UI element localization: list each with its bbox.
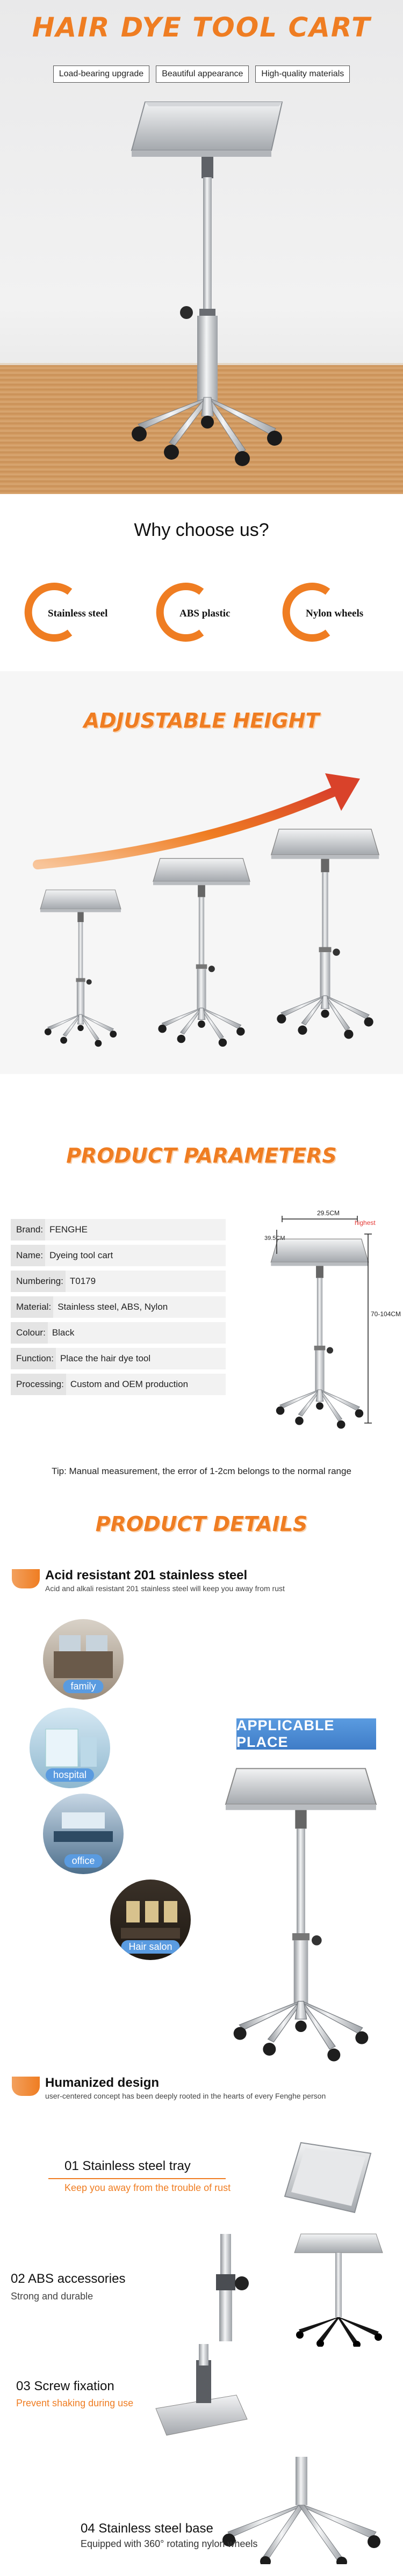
param-processing bbox=[11, 1374, 226, 1396]
feature-tags bbox=[0, 66, 403, 83]
cart-mid-image bbox=[148, 854, 255, 1047]
steel-subtitle: Acid and alkali resistant 201 stainless steel will keep you away from rust bbox=[45, 1584, 285, 1593]
param-key: Name: bbox=[11, 1245, 45, 1266]
part-screw bbox=[0, 2344, 403, 2451]
dimension-lines bbox=[258, 1208, 398, 1434]
applicable-cart-image bbox=[220, 1761, 382, 2062]
param-value: Black bbox=[52, 1327, 75, 1338]
part-number: 02 ABS accessories bbox=[11, 2272, 126, 2286]
feature-abs-plastic bbox=[145, 580, 274, 661]
parameters-title: PRODUCT PARAMETERS bbox=[66, 1144, 337, 1167]
hero-title: HAIR DYE TOOL CART bbox=[32, 12, 371, 43]
feature-stainless-steel bbox=[13, 580, 142, 661]
humanized-heading bbox=[12, 2076, 326, 2100]
param-value: Custom and OEM production bbox=[70, 1379, 189, 1389]
place-label: Hair salon bbox=[121, 1940, 179, 1954]
place-hair-salon bbox=[110, 1880, 191, 1960]
abs-accessory-image bbox=[188, 2234, 263, 2341]
param-brand bbox=[11, 1219, 226, 1242]
tag-appearance: Beautiful appearance bbox=[156, 66, 249, 83]
place-label: family bbox=[63, 1680, 103, 1693]
param-numbering bbox=[11, 1271, 226, 1293]
dim-height: 70-104CM bbox=[371, 1310, 401, 1318]
adjustable-height-section bbox=[0, 671, 403, 1074]
tag-materials: High-quality materials bbox=[255, 66, 350, 83]
steel-heading bbox=[12, 1568, 285, 1593]
steel-title: Acid resistant 201 stainless steel bbox=[45, 1568, 248, 1583]
applicable-place-banner: APPLICABLE PLACE bbox=[236, 1718, 376, 1750]
screw-fixation-image bbox=[145, 2344, 253, 2451]
hero-cart-image bbox=[126, 91, 287, 467]
feature-label: ABS plastic bbox=[177, 607, 233, 621]
part-number: 01 Stainless steel tray bbox=[64, 2159, 191, 2173]
place-label: hospital bbox=[46, 1768, 94, 1782]
part-number: 03 Screw fixation bbox=[16, 2379, 114, 2393]
details-title: PRODUCT DETAILS bbox=[95, 1512, 308, 1536]
param-value: Place the hair dye tool bbox=[60, 1353, 151, 1363]
place-office bbox=[43, 1794, 124, 1874]
param-key: Brand: bbox=[11, 1219, 45, 1240]
place-label: office bbox=[64, 1854, 103, 1868]
adjustable-height-title: ADJUSTABLE HEIGHT bbox=[83, 709, 320, 732]
black-base-cart-image bbox=[290, 2229, 387, 2347]
param-value: FENGHE bbox=[49, 1224, 88, 1235]
tray-image bbox=[279, 2132, 376, 2218]
hero-section bbox=[0, 0, 403, 494]
part-desc: Prevent shaking during use bbox=[16, 2398, 134, 2408]
part-number: 04 Stainless steel base bbox=[81, 2521, 213, 2536]
part-base bbox=[0, 2457, 403, 2564]
why-choose-section bbox=[0, 494, 403, 671]
param-value: Dyeing tool cart bbox=[49, 1250, 113, 1260]
param-name bbox=[11, 1245, 226, 1267]
product-details-section bbox=[0, 1493, 403, 2576]
param-value: T0179 bbox=[69, 1276, 96, 1286]
param-key: Function: bbox=[11, 1348, 56, 1369]
dim-width: 29.5CM bbox=[317, 1209, 340, 1217]
humanized-title: Humanized design bbox=[45, 2076, 160, 2090]
param-key: Material: bbox=[11, 1296, 53, 1318]
feature-nylon-wheels bbox=[271, 580, 400, 661]
accent-bar bbox=[12, 1569, 40, 1588]
product-parameters-section bbox=[0, 1074, 403, 1493]
dim-highest: highest bbox=[355, 1219, 376, 1227]
param-value: Stainless steel, ABS, Nylon bbox=[57, 1302, 168, 1312]
part-desc: Equipped with 360° rotating nylon wheels bbox=[81, 2538, 258, 2549]
part-abs bbox=[0, 2234, 403, 2341]
cart-low-image bbox=[27, 886, 134, 1047]
param-material bbox=[11, 1296, 226, 1319]
divider-line bbox=[48, 2178, 226, 2179]
feature-label: Nylon wheels bbox=[304, 607, 365, 621]
cart-high-image bbox=[269, 816, 382, 1047]
tag-load-bearing: Load-bearing upgrade bbox=[53, 66, 149, 83]
param-key: Processing: bbox=[11, 1374, 66, 1395]
part-desc: Strong and durable bbox=[11, 2291, 93, 2302]
param-colour bbox=[11, 1322, 226, 1345]
param-key: Colour: bbox=[11, 1322, 48, 1344]
param-function bbox=[11, 1348, 226, 1370]
place-family bbox=[43, 1619, 124, 1700]
measurement-tip: Tip: Manual measurement, the error of 1-2cm belongs to the normal range bbox=[52, 1466, 351, 1476]
accent-bar bbox=[12, 2077, 40, 2096]
part-desc: Keep you away from the trouble of rust bbox=[64, 2182, 231, 2193]
place-hospital bbox=[30, 1708, 110, 1788]
dim-depth: 39.5CM bbox=[264, 1235, 285, 1242]
humanized-subtitle: user-centered concept has been deeply rooted in the hearts of every Fenghe person bbox=[45, 2092, 326, 2100]
part-tray bbox=[0, 2127, 403, 2234]
param-key: Numbering: bbox=[11, 1271, 66, 1292]
why-title: Why choose us? bbox=[134, 520, 269, 540]
feature-label: Stainless steel bbox=[46, 607, 110, 621]
